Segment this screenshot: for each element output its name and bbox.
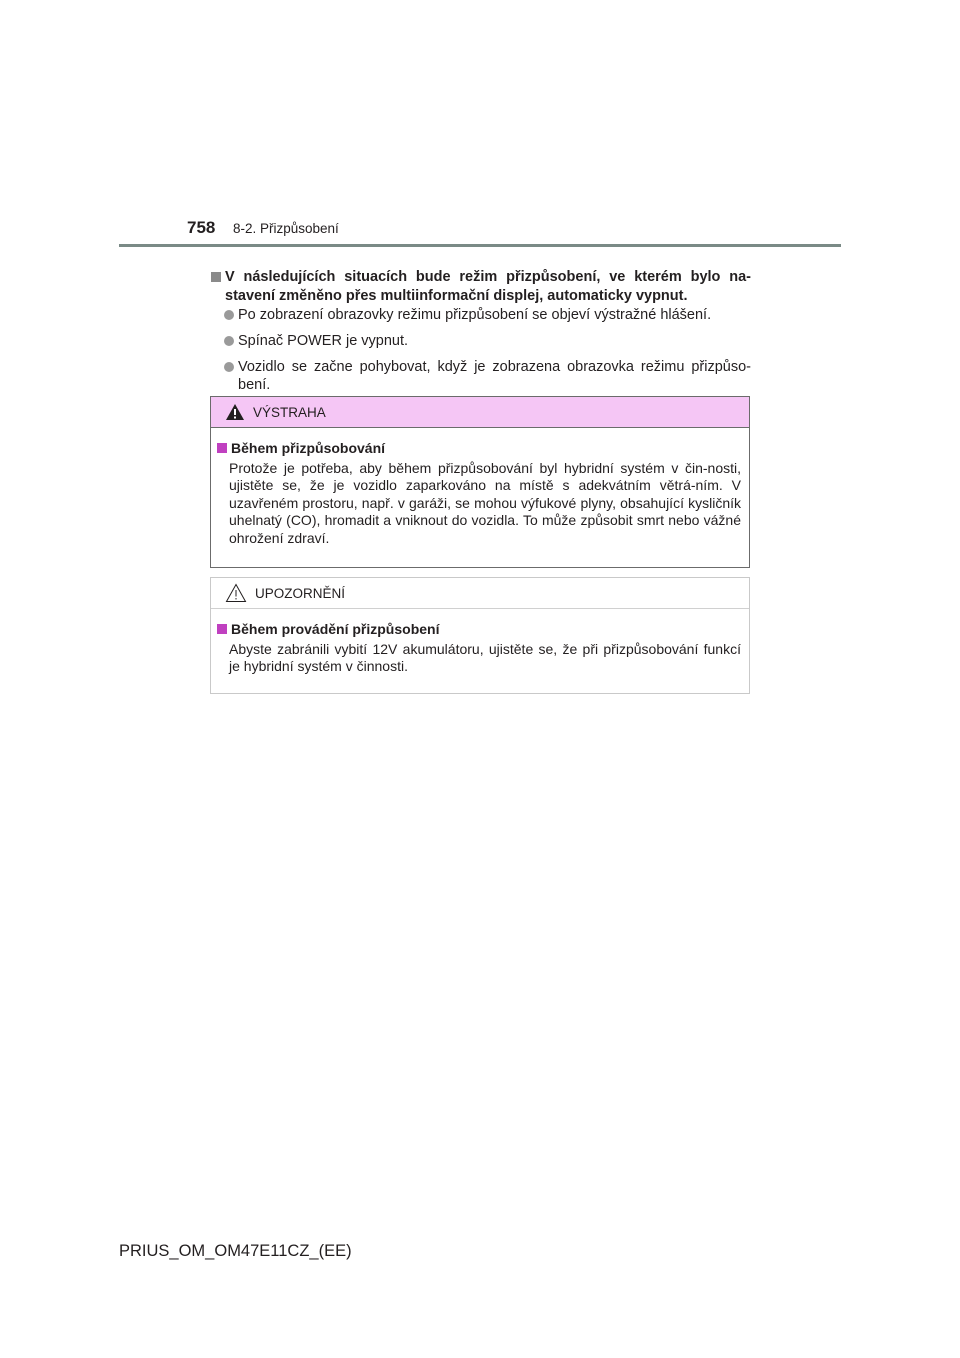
round-bullet-icon xyxy=(224,362,234,372)
list-item: Spínač POWER je vypnut. xyxy=(224,332,751,350)
caution-text: Abyste zabránili vybití 12V akumulátoru, ujistěte se, že při přizpůsobování funkcí je hybridní systém v činnosti. xyxy=(229,640,741,674)
warning-subheading: Během přizpůsobování xyxy=(217,440,741,458)
round-bullet-icon xyxy=(224,336,234,346)
caution-subheading: Během provádění přizpůsobení xyxy=(217,621,741,639)
warning-box-body xyxy=(211,428,749,547)
section-title: 8-2. Přizpůsobení xyxy=(233,221,339,236)
list-item: Po zobrazení obrazovky režimu přizpůsobení se objeví výstražné hlášení. xyxy=(224,306,751,324)
round-bullet-icon xyxy=(224,310,234,320)
square-bullet-icon xyxy=(217,443,227,453)
bullet-list xyxy=(224,306,751,402)
square-bullet-icon xyxy=(217,624,227,634)
section-heading xyxy=(211,268,751,306)
warning-text: Protože je potřeba, aby během přizpůsobování byl hybridní systém v čin-nosti, ujistěte se, že je vozidlo zaparkováno na místě s adekvátním větrá-ním. V uzavřeném prostoru, např. v garáži, se mohou výfukové plyny, obsahující kysličník uhelnatý (CO), hromadit a vniknout do vozidla. To může způsobit smrt nebo vážné ohrožení zdraví. xyxy=(229,459,741,546)
list-item: Vozidlo se začne pohybovat, když je zobrazena obrazovka režimu přizpůso-bení. xyxy=(224,358,751,394)
square-bullet-icon xyxy=(211,272,221,282)
warning-box-header xyxy=(211,397,749,428)
header-divider xyxy=(119,244,841,247)
caution-box-body xyxy=(211,609,749,676)
warning-title: VÝSTRAHA xyxy=(253,404,326,420)
section-heading-text: V následujících situacích bude režim přizpůsobení, ve kterém bylo na-stavení změněno přes multiinformační displej, automaticky vypnut. xyxy=(225,269,751,304)
caution-box-header xyxy=(211,578,749,609)
warning-triangle-icon xyxy=(225,403,245,421)
warning-box xyxy=(210,396,750,568)
caution-title: UPOZORNĚNÍ xyxy=(255,585,346,601)
document-code: PRIUS_OM_OM47E11CZ_(EE) xyxy=(119,1242,352,1260)
caution-box xyxy=(210,577,750,694)
page-number: 758 xyxy=(187,218,216,237)
caution-triangle-icon xyxy=(225,583,247,603)
